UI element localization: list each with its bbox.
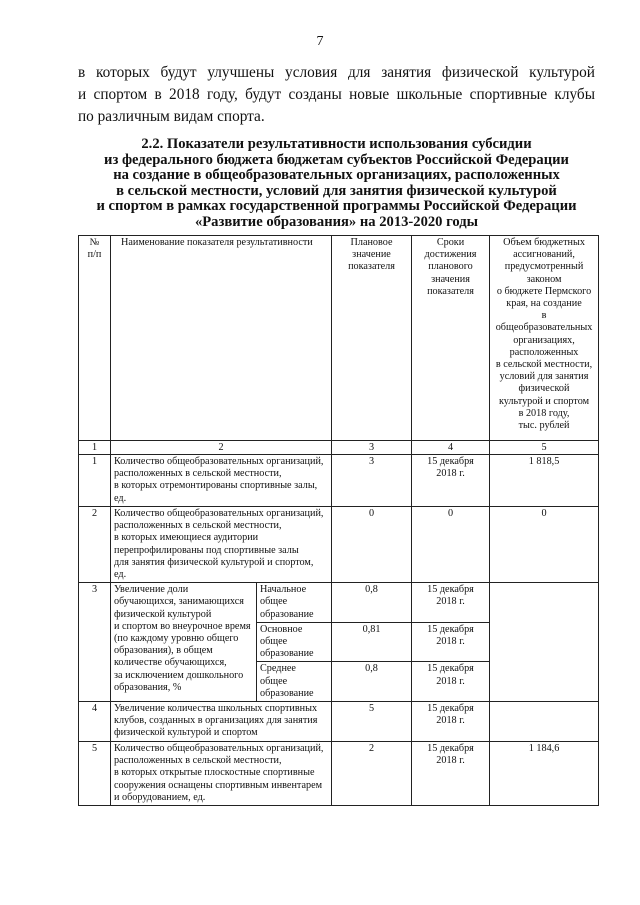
education-level-label: Среднее общее образование: [257, 662, 332, 702]
row-budget: 1 184,6: [490, 742, 599, 806]
section-title-line: и спортом в рамках государственной программы Российской Федерации: [96, 198, 577, 215]
intro-line: и спортом в 2018 году, будут созданы новые школьные спортивные клубы: [78, 86, 595, 103]
header-deadline: Сроки достижения планового значения показателя: [412, 236, 490, 441]
intro-line: в которых будут улучшены условия для занятия физической культурой: [78, 64, 595, 81]
row-budget: [490, 702, 599, 742]
section-title: [78, 137, 595, 231]
table-header-row: [79, 236, 599, 441]
row-deadline: 15 декабря 2018 г.: [412, 583, 490, 623]
header-planned: Плановое значение показателя: [332, 236, 412, 441]
row-num: 2: [79, 507, 111, 583]
row-deadline: 15 декабря 2018 г.: [412, 662, 490, 702]
column-number: 5: [490, 441, 599, 455]
row-name: Увеличение количества школьных спортивных клубов, созданных в организациях для занятия физической культурой и спортом: [111, 702, 332, 742]
header-num: № п/п: [79, 236, 111, 441]
row-deadline: 15 декабря 2018 г.: [412, 622, 490, 662]
table-row: [79, 742, 599, 806]
row-planned: 5: [332, 702, 412, 742]
column-number: 1: [79, 441, 111, 455]
section-title-line: из федерального бюджета бюджетам субъектов Российской Федерации: [104, 151, 569, 168]
column-number: 4: [412, 441, 490, 455]
education-level-label: Начальное общее образование: [257, 583, 332, 623]
row-budget: [490, 583, 599, 702]
row-planned: 0,8: [332, 662, 412, 702]
column-number: 3: [332, 441, 412, 455]
intro-line: по различным видам спорта.: [78, 108, 265, 125]
indicators-table: [78, 235, 599, 806]
row-budget: 1 818,5: [490, 455, 599, 507]
section-title-line: на создание в общеобразовательных организациях, расположенных: [113, 167, 560, 184]
intro-paragraph: [78, 62, 595, 128]
row-planned: 2: [332, 742, 412, 806]
row-num: 5: [79, 742, 111, 806]
row-planned: 0,8: [332, 583, 412, 623]
table-row: [79, 702, 599, 742]
row-planned: 3: [332, 455, 412, 507]
row-deadline: 15 декабря 2018 г.: [412, 702, 490, 742]
section-title-line: 2.2. Показатели результативности использования субсидии: [141, 136, 532, 152]
row-deadline: 0: [412, 507, 490, 583]
column-number: 2: [111, 441, 332, 455]
section-title-line: «Развитие образования» на 2013-2020 годы: [194, 213, 479, 230]
row-name: Количество общеобразовательных организаций, расположенных в сельской местности, в которых отремонтированы спортивные залы, ед.: [111, 455, 332, 507]
row-budget: 0: [490, 507, 599, 583]
table-row: [79, 507, 599, 583]
page-number: 7: [316, 34, 324, 49]
row-num: 4: [79, 702, 111, 742]
row-planned: 0,81: [332, 622, 412, 662]
column-numbers-row: [79, 441, 599, 455]
row-deadline: 15 декабря 2018 г.: [412, 742, 490, 806]
section-title-line: в сельской местности, условий для занятия физической культурой: [116, 182, 557, 199]
row-num: 3: [79, 583, 111, 702]
table-row: [79, 583, 599, 623]
row-name: Количество общеобразовательных организаций, расположенных в сельской местности, в которых имеющиеся аудитории перепрофилированы под спортивные залы для занятия физической культурой и спортом, ед.: [111, 507, 332, 583]
header-budget: Объем бюджетных ассигнований, предусмотренный законом о бюджете Пермского края, на создание в общеобразовательных организациях, расположенных в сельской местности, условий для занятия физической культурой и спортом в 2018 году, тыс. рублей: [490, 236, 599, 441]
row-name: Увеличение доли обучающихся, занимающихся физической культурой и спортом во внеурочное время (по каждому уровню общего образования), в общем количестве обучающихся, за исключением дошкольного образования, %: [111, 583, 257, 702]
row-name: Количество общеобразовательных организаций, расположенных в сельской местности, в которых открытые плоскостные спортивные сооружения оснащены спортивным инвентарем и оборудованием, ед.: [111, 742, 332, 806]
table-row: [79, 455, 599, 507]
row-deadline: 15 декабря 2018 г.: [412, 455, 490, 507]
header-name: Наименование показателя результативности: [111, 236, 332, 441]
row-planned: 0: [332, 507, 412, 583]
row-num: 1: [79, 455, 111, 507]
education-level-label: Основное общее образование: [257, 622, 332, 662]
